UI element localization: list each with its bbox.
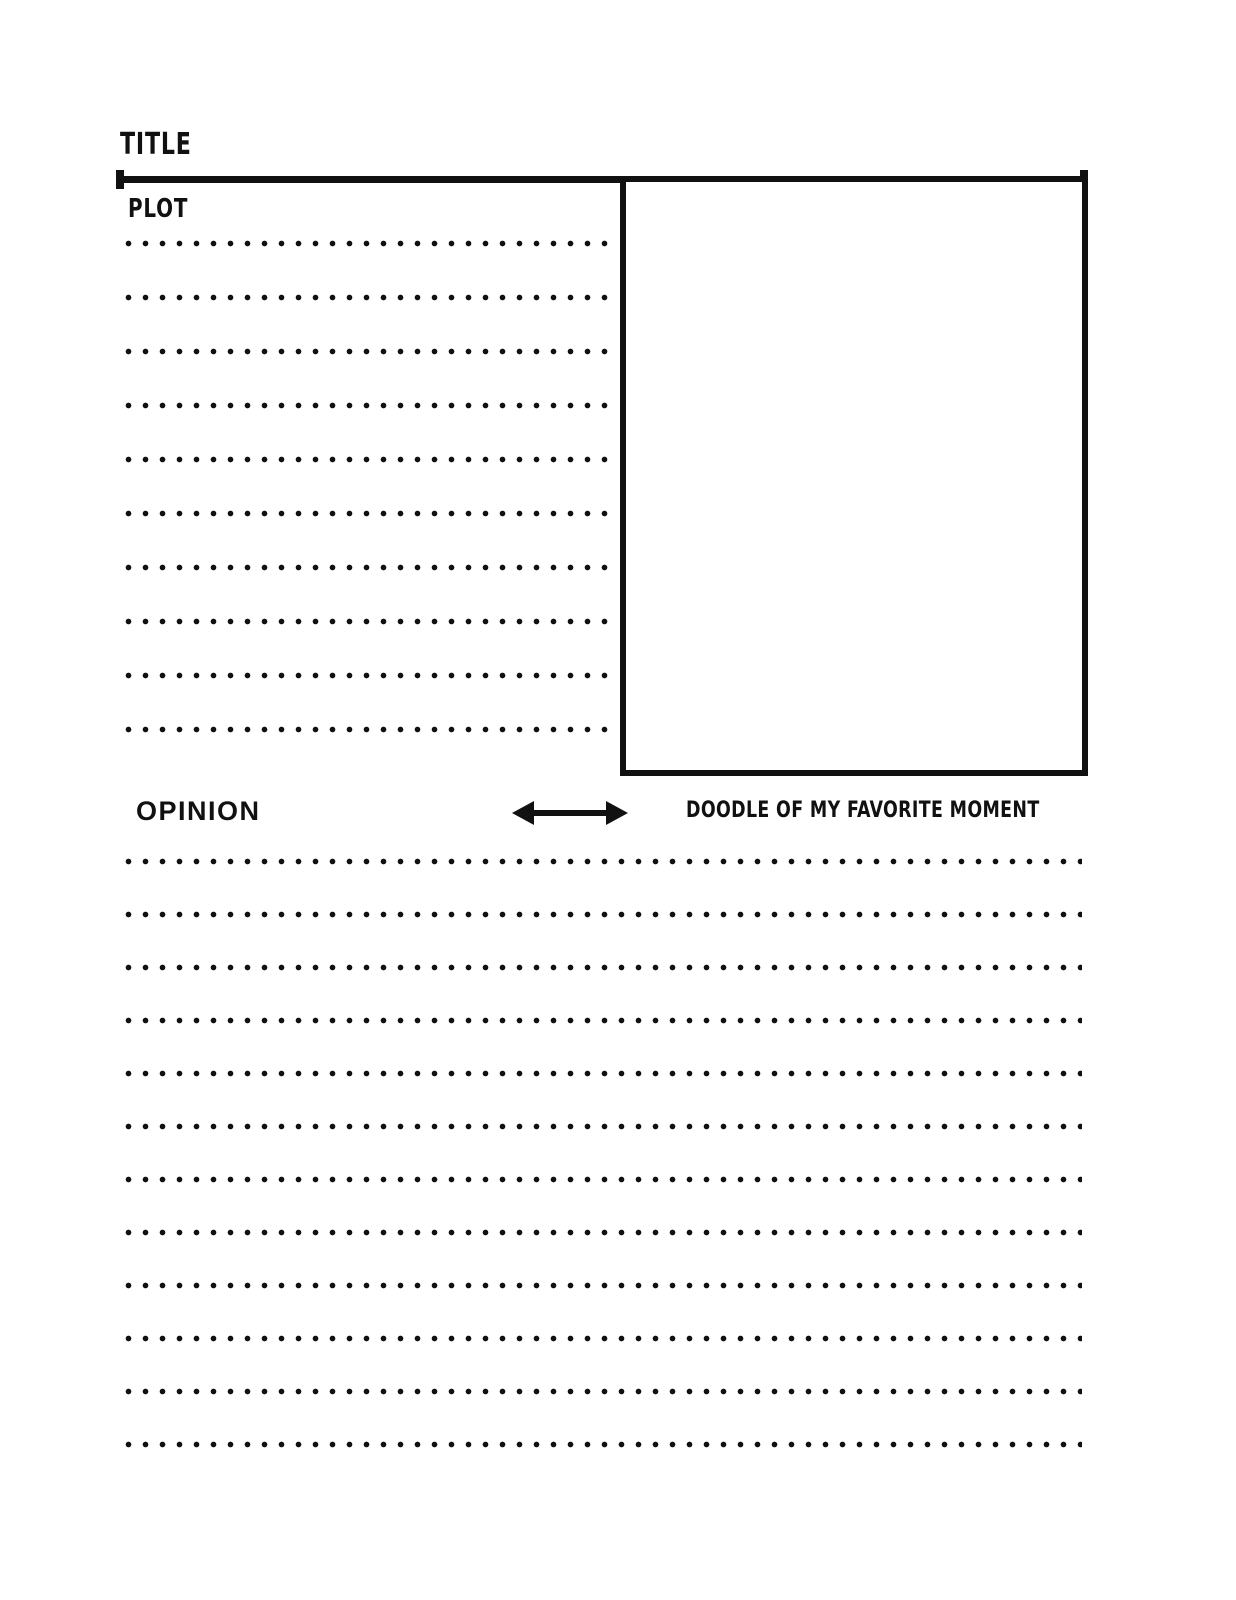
opinion-writing-line[interactable] (120, 1388, 1082, 1395)
plot-writing-line[interactable] (120, 294, 614, 301)
opinion-writing-line[interactable] (120, 964, 1082, 971)
plot-writing-line[interactable] (120, 672, 614, 679)
opinion-writing-line[interactable] (120, 1176, 1082, 1183)
opinion-writing-line[interactable] (120, 1123, 1082, 1130)
plot-writing-line[interactable] (120, 402, 614, 409)
opinion-writing-line[interactable] (120, 1441, 1082, 1448)
opinion-writing-line[interactable] (120, 1229, 1082, 1236)
opinion-field-label: OPINION (136, 796, 261, 826)
opinion-writing-line[interactable] (120, 1335, 1082, 1342)
opinion-writing-line[interactable] (120, 1282, 1082, 1289)
plot-writing-line[interactable] (120, 456, 614, 463)
opinion-writing-line[interactable] (120, 1070, 1082, 1077)
opinion-writing-line[interactable] (120, 858, 1082, 865)
double-arrow-icon (510, 796, 630, 830)
opinion-writing-line[interactable] (120, 1017, 1082, 1024)
opinion-writing-line[interactable] (120, 911, 1082, 918)
plot-writing-line[interactable] (120, 510, 614, 517)
plot-writing-line[interactable] (120, 618, 614, 625)
doodle-caption-label: DOODLE OF MY FAVORITE MOMENT (686, 798, 1040, 823)
plot-writing-line[interactable] (120, 564, 614, 571)
doodle-drawing-area[interactable] (620, 176, 1088, 776)
plot-writing-line[interactable] (120, 726, 614, 733)
title-field-label: TITLE (120, 127, 192, 162)
plot-writing-line[interactable] (120, 348, 614, 355)
plot-field-label: PLOT (128, 194, 189, 224)
plot-writing-line[interactable] (120, 240, 614, 247)
